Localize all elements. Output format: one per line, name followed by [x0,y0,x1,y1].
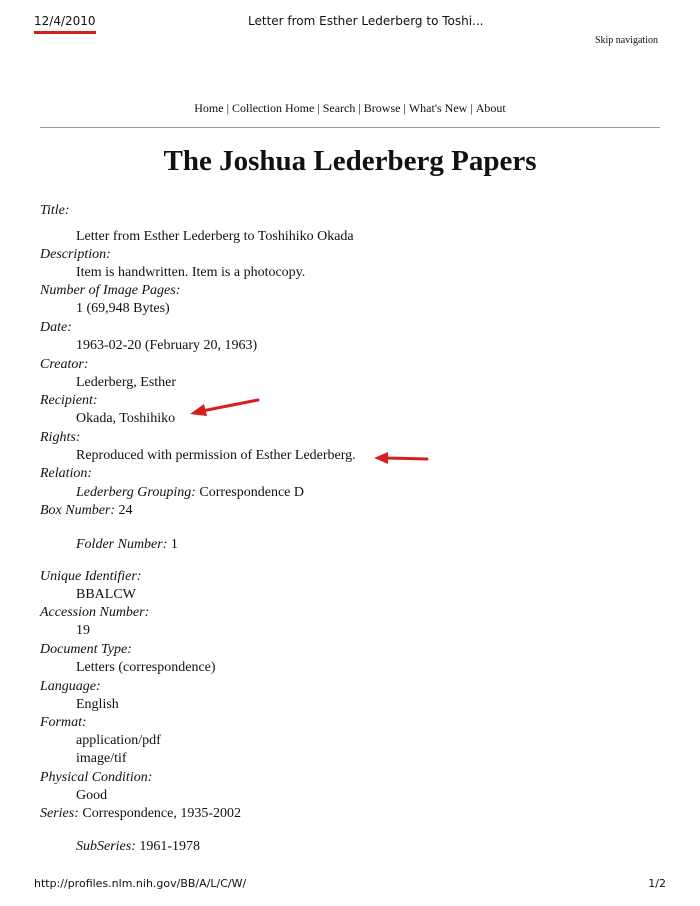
print-header [0,14,700,34]
language-value: English [76,697,119,712]
date-label: Date: [40,320,72,335]
accession-number-value: 19 [76,623,90,638]
nav-separator: | [226,101,229,115]
annotation-arrow-shaft [202,400,258,411]
document-type-label: Document Type: [40,642,132,657]
annotation-arrow-icon [372,450,430,466]
grouping-label: Lederberg Grouping: [76,485,196,500]
subseries-row [76,838,200,856]
series-row [40,805,241,823]
grouping-value: Correspondence D [199,485,304,500]
date-value: 1963-02-20 (February 20, 1963) [76,338,258,353]
subseries-value: 1961-1978 [139,839,201,854]
image-pages-label: Number of Image Pages: [40,283,181,298]
creator-value: Lederberg, Esther [76,375,177,390]
format-label: Format: [40,715,87,730]
page-title: The Joshua Lederberg Papers [163,145,537,177]
recipient-label: Recipient: [40,393,98,408]
grouping-row [76,484,304,502]
nav-separator: | [317,101,320,115]
box-number-row [40,502,133,520]
top-nav [0,101,700,116]
title-label: Title: [40,203,70,218]
nav-about-link[interactable]: About [475,101,506,115]
folder-number-label: Folder Number: [76,537,168,552]
annotation-arrow-icon [188,396,262,420]
document-type-value: Letters (correspondence) [76,660,216,675]
accession-number-label: Accession Number: [40,605,150,620]
title-value: Letter from Esther Lederberg to Toshihiko Okada [76,229,354,244]
format-value-tif: image/tif [76,751,127,766]
nav-divider [40,127,660,128]
subseries-label: SubSeries: [76,839,136,854]
creator-label: Creator: [40,357,89,372]
print-date: 12/4/2010 [34,14,96,34]
physical-condition-label: Physical Condition: [40,770,153,785]
rights-value: Reproduced with permission of Esther Lederberg. [76,448,356,463]
nav-separator: | [403,101,406,115]
description-value: Item is handwritten. Item is a photocopy. [76,265,306,280]
folder-number-row [76,536,178,554]
series-label: Series: [40,806,79,821]
footer-page-number: 1/2 [648,877,666,890]
series-value: Correspondence, 1935-2002 [82,806,242,821]
relation-label: Relation: [40,466,93,481]
annotation-arrow-head [374,452,388,464]
box-number-value: 24 [118,503,133,518]
nav-collection-home-link[interactable]: Collection Home [231,101,315,115]
nav-whats-new-link[interactable]: What's New [408,101,468,115]
nav-home-link[interactable]: Home [194,101,224,115]
print-page-title: Letter from Esther Lederberg to Toshi... [248,14,484,28]
nav-browse-link[interactable]: Browse [363,101,401,115]
nav-separator: | [470,101,473,115]
annotation-arrow-shaft [386,458,427,459]
annotation-arrow-head [190,404,207,416]
unique-identifier-label: Unique Identifier: [40,569,142,584]
unique-identifier-value: BBALCW [76,587,136,602]
rights-label: Rights: [40,430,81,445]
nav-separator: | [358,101,361,115]
recipient-value: Okada, Toshihiko [76,411,176,426]
description-label: Description: [40,247,111,262]
nav-search-link[interactable]: Search [322,101,356,115]
language-label: Language: [40,679,101,694]
image-pages-value: 1 (69,948 Bytes) [76,301,170,316]
physical-condition-value: Good [76,788,108,803]
format-value-pdf: application/pdf [76,733,161,748]
skip-navigation-link[interactable]: Skip navigation [594,35,658,46]
footer-url: http://profiles.nlm.nih.gov/BB/A/L/C/W/ [34,877,247,890]
folder-number-value: 1 [170,537,178,552]
box-number-label: Box Number: [40,503,116,518]
